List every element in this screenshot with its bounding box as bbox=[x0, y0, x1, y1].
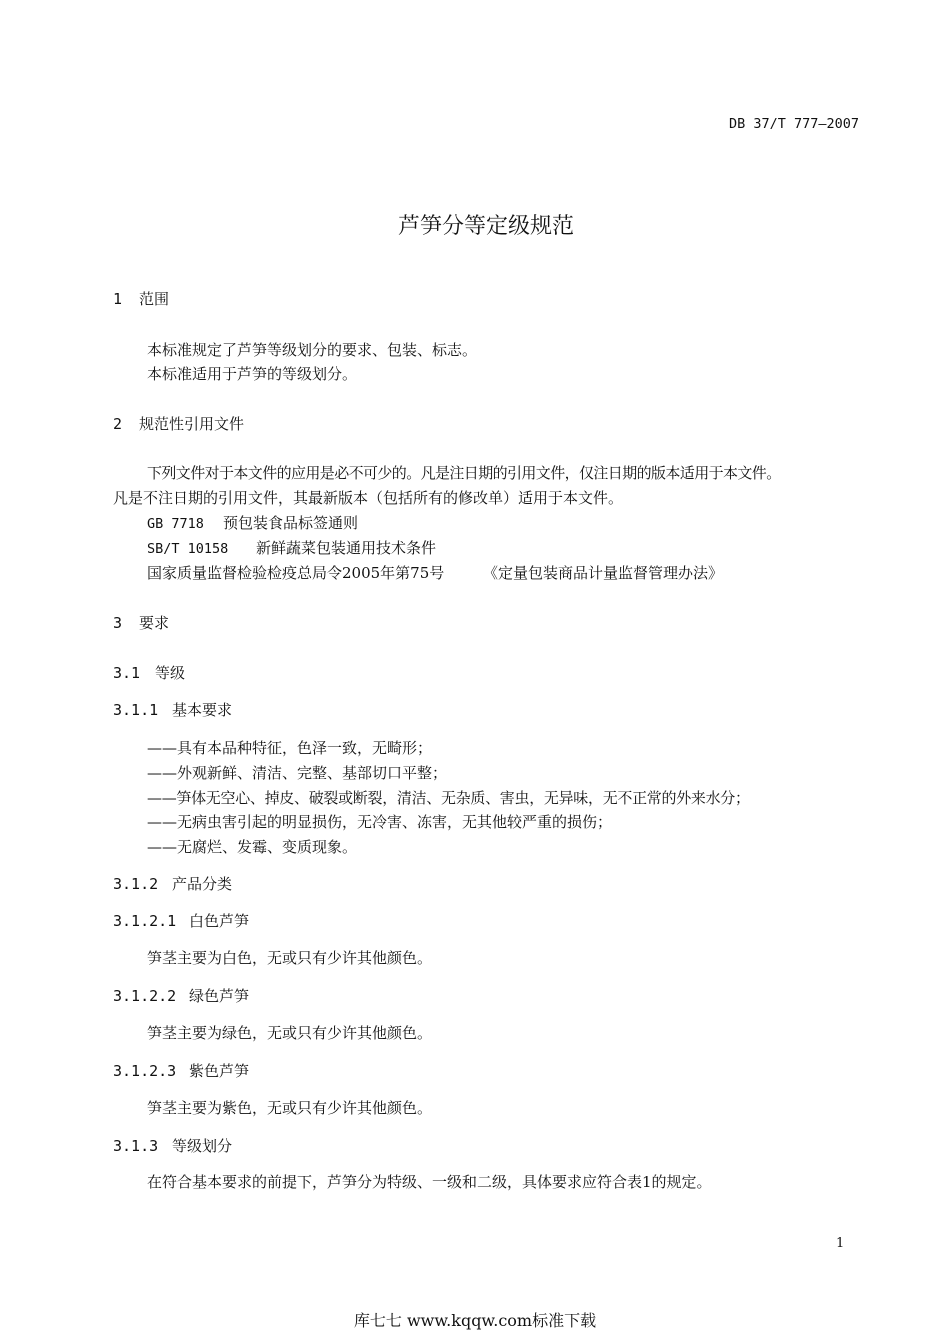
section-title: 要求 bbox=[139, 614, 170, 632]
subsection-3-1-3-heading bbox=[113, 1135, 232, 1156]
section-number: 3.1.1 bbox=[113, 701, 159, 719]
subsection-3-1-2-2-heading bbox=[113, 985, 249, 1006]
subsection-3-1-2-heading bbox=[113, 873, 232, 894]
section-title: 范围 bbox=[139, 290, 170, 308]
section-title: 紫色芦笋 bbox=[189, 1062, 250, 1080]
list-item: ——具有本品种特征，色泽一致，无畸形； bbox=[147, 739, 433, 757]
section-title: 等级划分 bbox=[172, 1137, 233, 1155]
section-number: 3.1 bbox=[113, 664, 141, 682]
paragraph: 凡是不注日期的引用文件，其最新版本（包括所有的修改单）适用于本文件。 bbox=[113, 489, 624, 507]
paragraph: 本标准适用于芦笋的等级划分。 bbox=[147, 365, 358, 383]
section-number: 3.1.2 bbox=[113, 875, 159, 893]
reference-title: 预包装食品标签通则 bbox=[223, 514, 359, 532]
subsection-3-1-1-heading bbox=[113, 699, 232, 720]
section-title: 基本要求 bbox=[172, 701, 233, 719]
reference-title: 《定量包装商品计量监督管理办法》 bbox=[483, 564, 724, 582]
paragraph: 笋茎主要为白色，无或只有少许其他颜色。 bbox=[147, 949, 433, 967]
section-1-heading bbox=[113, 288, 169, 309]
section-title: 绿色芦笋 bbox=[189, 987, 250, 1005]
section-number: 3.1.3 bbox=[113, 1137, 159, 1155]
page-number: 1 bbox=[836, 1236, 845, 1251]
paragraph: 在符合基本要求的前提下，芦笋分为特级、一级和二级，具体要求应符合表1的规定。 bbox=[147, 1173, 712, 1191]
reference-item bbox=[147, 537, 436, 558]
list-item: ——无腐烂、发霉、变质现象。 bbox=[147, 838, 358, 856]
section-title: 产品分类 bbox=[172, 875, 233, 893]
document-code: DB 37/T 777—2007 bbox=[728, 116, 859, 132]
reference-code: GB 7718 bbox=[147, 516, 204, 532]
section-number: 1 bbox=[113, 290, 123, 308]
paragraph: 下列文件对于本文件的应用是必不可少的。凡是注日期的引用文件，仅注日期的版本适用于本文件。 bbox=[147, 464, 781, 482]
document-title: 芦笋分等定级规范 bbox=[397, 214, 574, 239]
section-number: 3.1.2.1 bbox=[113, 912, 177, 930]
list-item: ——外观新鲜、清洁、完整、基部切口平整； bbox=[147, 764, 448, 782]
section-number: 3.1.2.2 bbox=[113, 987, 177, 1005]
paragraph: 笋茎主要为紫色，无或只有少许其他颜色。 bbox=[147, 1099, 433, 1117]
reference-item bbox=[147, 512, 358, 533]
list-item: ——无病虫害引起的明显损伤，无冷害、冻害，无其他较严重的损伤； bbox=[147, 813, 613, 831]
section-title: 白色芦笋 bbox=[189, 912, 250, 930]
subsection-3-1-2-3-heading bbox=[113, 1060, 249, 1081]
reference-code: SB/T 10158 bbox=[147, 541, 229, 557]
section-number: 3.1.2.3 bbox=[113, 1062, 177, 1080]
footer-source-link[interactable]: 库七七 www.kqqw.com标准下载 bbox=[353, 1311, 597, 1330]
subsection-3-1-heading bbox=[113, 662, 185, 683]
subsection-3-1-2-1-heading bbox=[113, 910, 249, 931]
paragraph: 笋茎主要为绿色，无或只有少许其他颜色。 bbox=[147, 1024, 433, 1042]
section-number: 3 bbox=[113, 614, 123, 632]
list-item: ——笋体无空心、掉皮、破裂或断裂，清洁、无杂质、害虫，无异味，无不正常的外来水分； bbox=[147, 789, 750, 807]
paragraph: 本标准规定了芦笋等级划分的要求、包装、标志。 bbox=[147, 341, 478, 359]
section-2-heading bbox=[113, 413, 244, 434]
section-title: 等级 bbox=[155, 664, 186, 682]
reference-item bbox=[147, 562, 723, 583]
section-title: 规范性引用文件 bbox=[139, 415, 245, 433]
section-3-heading bbox=[113, 612, 169, 633]
section-number: 2 bbox=[113, 415, 123, 433]
reference-code: 国家质量监督检验检疫总局令2005年第75号 bbox=[147, 564, 445, 582]
reference-title: 新鲜蔬菜包装通用技术条件 bbox=[256, 539, 437, 557]
